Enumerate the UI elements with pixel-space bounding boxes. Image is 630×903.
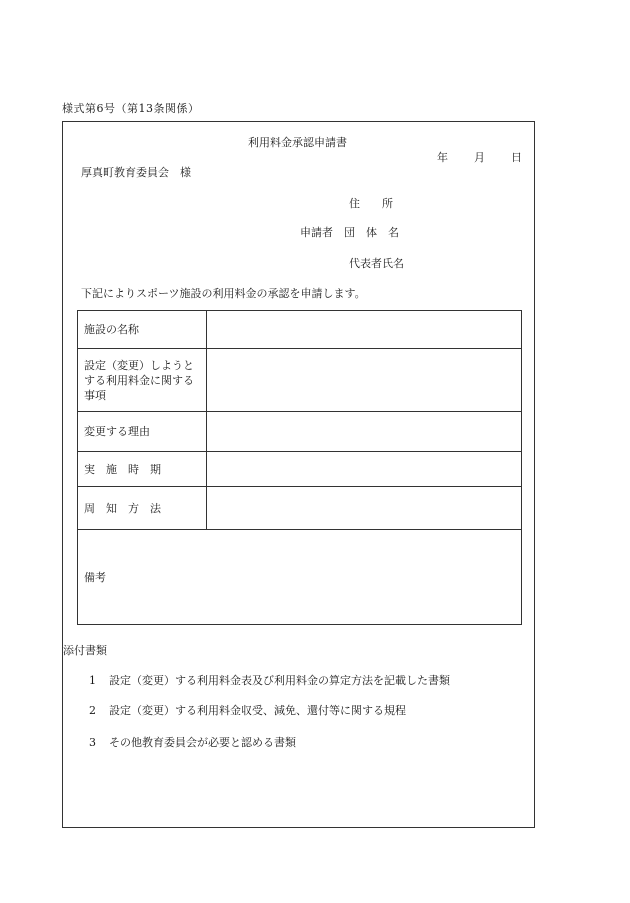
- attachment-number: 2: [89, 704, 96, 717]
- address-label: 住 所: [349, 197, 393, 210]
- facility-name-label: 施設の名称: [78, 311, 207, 349]
- facility-name-field[interactable]: [207, 311, 522, 349]
- attachment-number: 1: [89, 674, 96, 687]
- attachment-item: [89, 734, 296, 750]
- date-line: [437, 149, 522, 165]
- reason-field[interactable]: [207, 412, 522, 452]
- year-label: 年: [437, 151, 448, 164]
- fee-matter-label: 設定（変更）しようとする利用料金に関する事項: [78, 349, 207, 412]
- attachment-number: 3: [89, 736, 96, 749]
- reason-label: 変更する理由: [78, 412, 207, 452]
- form-number: 様式第6号（第13条関係）: [62, 102, 200, 115]
- table-row: [78, 530, 522, 625]
- fee-matter-field[interactable]: [207, 349, 522, 412]
- representative-label: 代表者氏名: [349, 257, 404, 270]
- application-table: [77, 310, 522, 625]
- group-name-label: 申請者 団 体 名: [300, 226, 399, 239]
- attachment-text: その他教育委員会が必要と認める書類: [109, 736, 296, 749]
- attachment-item: [89, 702, 406, 718]
- period-label: 実 施 時 期: [78, 452, 207, 487]
- table-row: [78, 487, 522, 530]
- attachment-item: [89, 672, 450, 688]
- attachment-text: 設定（変更）する利用料金表及び利用料金の算定方法を記載した書類: [109, 674, 450, 687]
- attachments-title: 添付書類: [63, 644, 107, 657]
- intro-text: 下記によりスポーツ施設の利用料金の承認を申請します。: [81, 287, 366, 300]
- table-row: [78, 311, 522, 349]
- application-form: [62, 121, 535, 828]
- month-label: 月: [474, 151, 485, 164]
- document-title: 利用料金承認申請書: [248, 136, 347, 149]
- addressee: 厚真町教育委員会 様: [81, 166, 191, 179]
- notice-method-label: 周 知 方 法: [78, 487, 207, 530]
- table-row: [78, 412, 522, 452]
- day-label: 日: [511, 151, 522, 164]
- remarks-label: 備考: [84, 570, 106, 584]
- notice-method-field[interactable]: [207, 487, 522, 530]
- period-field[interactable]: [207, 452, 522, 487]
- remarks-cell[interactable]: [78, 530, 522, 625]
- table-row: [78, 452, 522, 487]
- attachment-text: 設定（変更）する利用料金収受、減免、還付等に関する規程: [109, 704, 406, 717]
- table-row: [78, 349, 522, 412]
